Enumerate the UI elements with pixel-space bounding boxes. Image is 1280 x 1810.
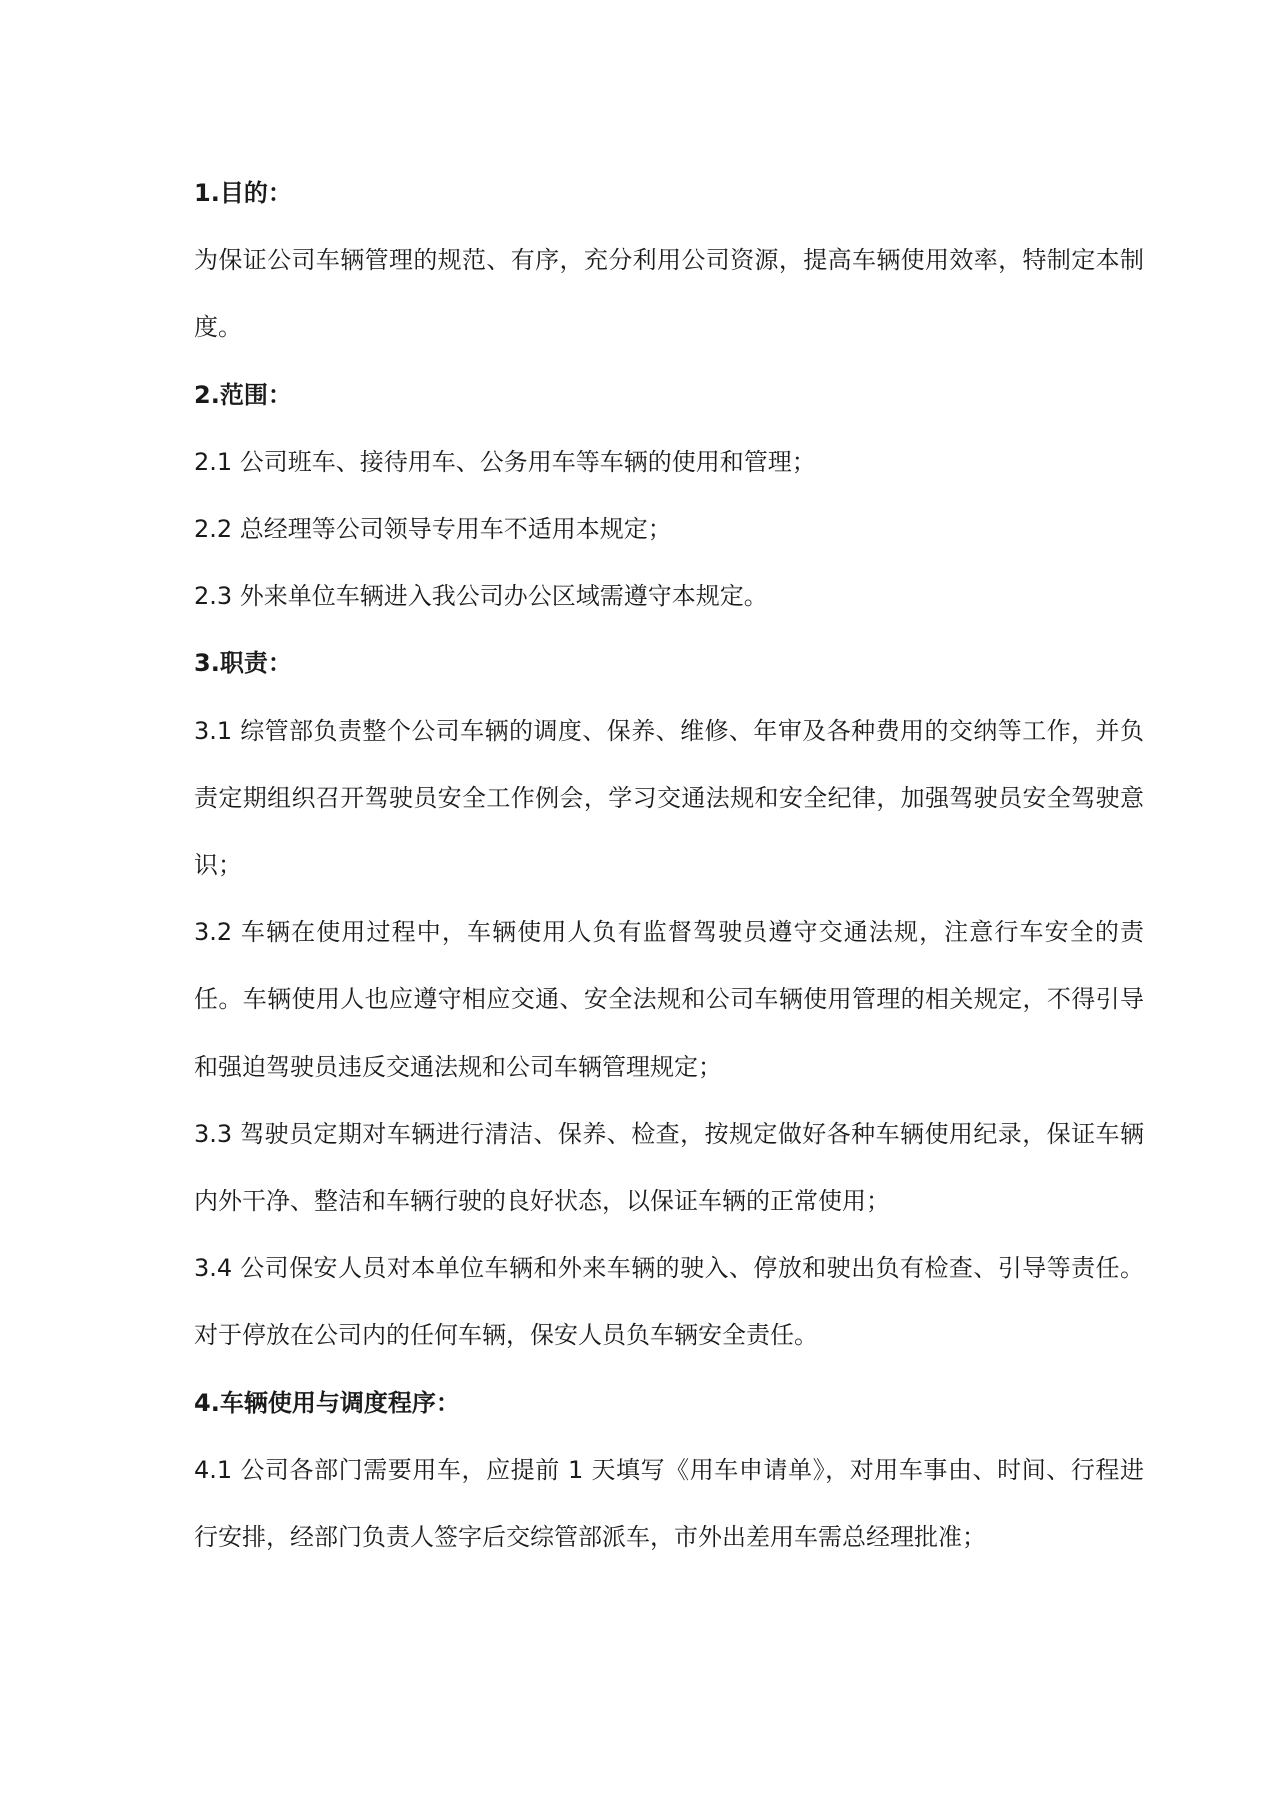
paragraph-scope-2-1: 2.1 公司班车、接待用车、公务用车等车辆的使用和管理； [194, 447, 816, 476]
paragraph-purpose: 为保证公司车辆管理的规范、有序，充分利用公司资源，提高车辆使用效率，特制定本制度。 [194, 246, 1144, 342]
paragraph-scope-2-2: 2.2 总经理等公司领导专用车不适用本规定； [194, 515, 672, 544]
paragraph-scope-2-3: 2.3 外来单位车辆进入我公司办公区域需遵守本规定。 [194, 582, 768, 611]
section-heading-purpose: 1.目的： [194, 179, 292, 207]
section-heading-scope: 2.范围： [194, 380, 292, 409]
paragraph-duties-3-2: 3.2 车辆在使用过程中，车辆使用人负有监督驾驶员遵守交通法规，注意行车安全的责任。车辆使用人也应遵守相应交通、安全法规和公司车辆使用管理的相关规定，不得引导和强迫驾驶员违反交通法规和公司车辆管理规定； [194, 918, 1144, 1081]
section-heading-vehicle-use: 4.车辆使用与调度程序： [194, 1388, 460, 1417]
paragraph-vehicle-use-4-1: 4.1 公司各部门需要用车，应提前 1 天填写《用车申请单》，对用车事由、时间、行程进行安排，经部门负责人签字后交综管部派车，市外出差用车需总经理批准； [194, 1455, 1144, 1552]
paragraph-duties-3-1: 3.1 综管部负责整个公司车辆的调度、保养、维修、年审及各种费用的交纳等工作，并负责定期组织召开驾驶员安全工作例会，学习交通法规和安全纪律，加强驾驶员安全驾驶意识； [194, 716, 1144, 880]
section-heading-duties: 3.职责： [194, 649, 292, 678]
document-page [194, 160, 1144, 1571]
paragraph-duties-3-3: 3.3 驾驶员定期对车辆进行清洁、保养、检查，按规定做好各种车辆使用纪录，保证车辆内外干净、整洁和车辆行驶的良好状态，以保证车辆的正常使用； [194, 1119, 1144, 1216]
paragraph-duties-3-4: 3.4 公司保安人员对本单位车辆和外来车辆的驶入、停放和驶出负有检查、引导等责任。对于停放在公司内的任何车辆，保安人员负车辆安全责任。 [194, 1254, 1144, 1350]
